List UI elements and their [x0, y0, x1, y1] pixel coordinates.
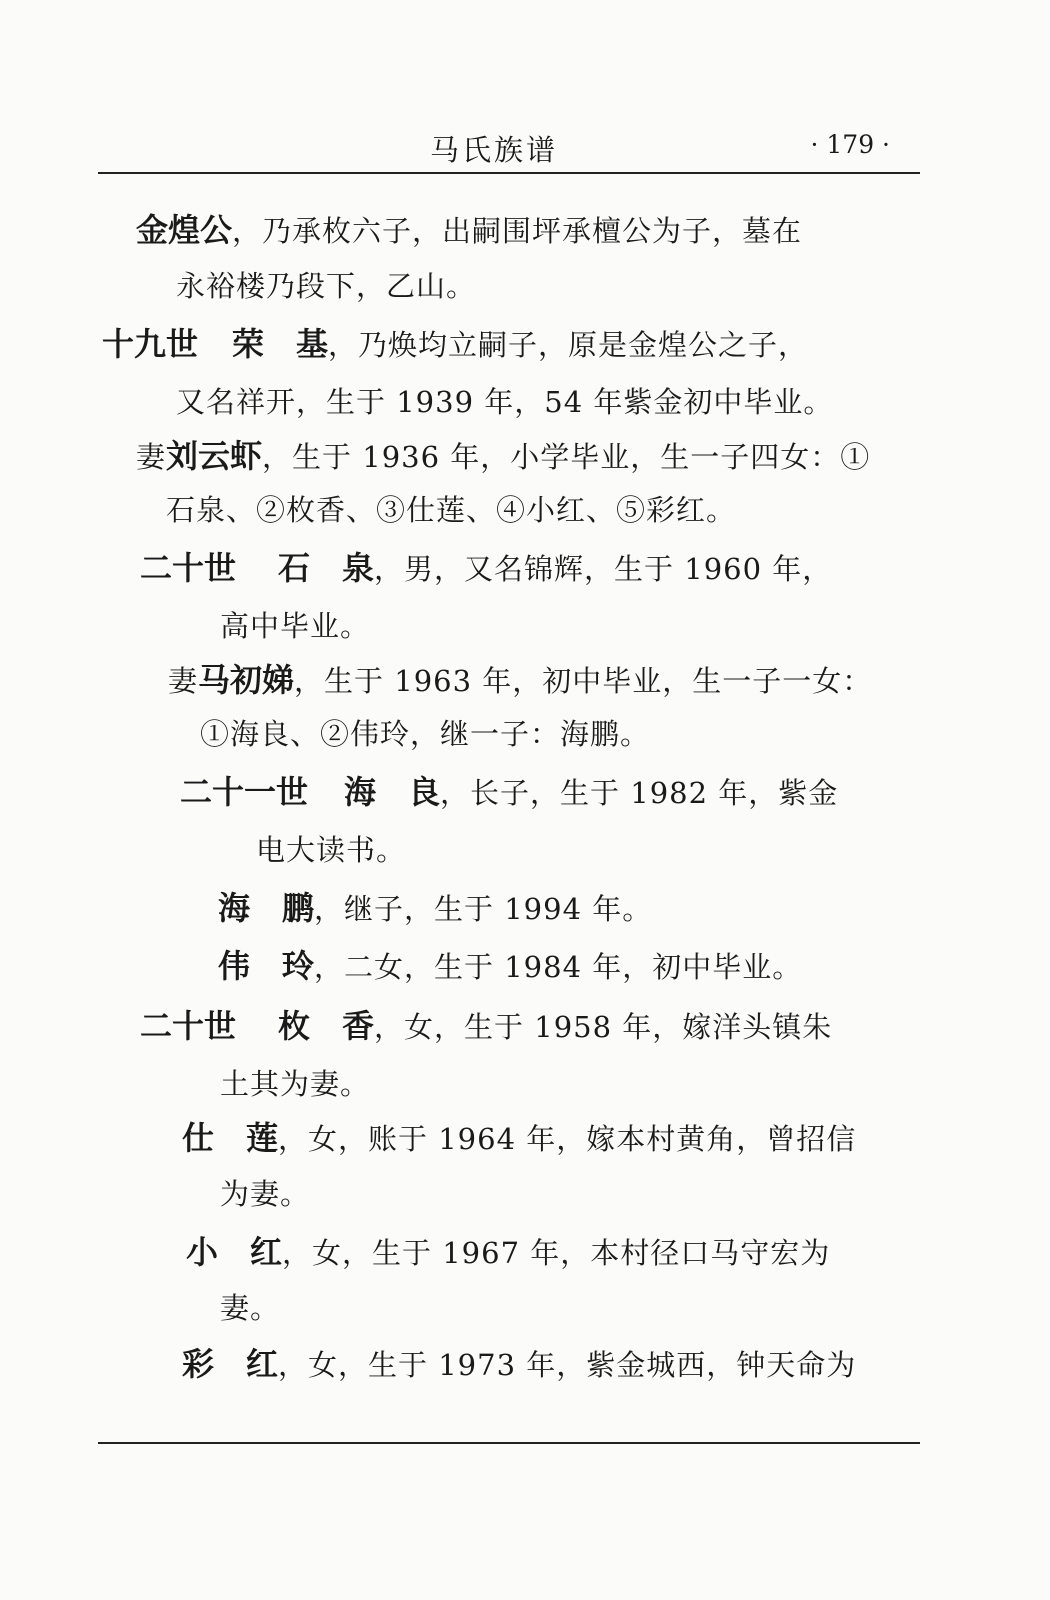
- generation-label: 二十世: [140, 549, 237, 587]
- footer-rule: [98, 1442, 920, 1444]
- entry-text: 土其为妻。: [220, 1067, 371, 1101]
- entry-text: ，女，账于 1964 年，嫁本村黄角，曾招信: [278, 1122, 857, 1156]
- entry-text: ，女，生于 1958 年，嫁洋头镇朱: [374, 1010, 833, 1044]
- entry-text: 为妻。: [220, 1177, 311, 1211]
- entry-text: ，长子，生于 1982 年，紫金: [440, 776, 839, 810]
- entry-line: [186, 1232, 830, 1273]
- entry-text: 永裕楼乃段下，乙山。: [176, 269, 477, 303]
- generation-label: 十九世: [102, 325, 199, 363]
- person-name: 海 良: [344, 773, 441, 811]
- person-name: 刘云虾: [166, 437, 263, 475]
- generation-label: 二十世: [140, 1007, 237, 1045]
- person-name: 小 红: [186, 1233, 283, 1271]
- header-rule: [98, 172, 920, 174]
- entry-line: [166, 490, 736, 530]
- person-name: 枚 香: [278, 1007, 375, 1045]
- entry-text: ，乃焕均立嗣子，原是金煌公之子，: [328, 328, 809, 362]
- person-name: 彩 红: [182, 1345, 279, 1383]
- entry-line: [218, 946, 802, 987]
- entry-text: 石泉、②枚香、③仕莲、④小红、⑤彩红。: [166, 493, 737, 527]
- entry-line: [140, 1006, 832, 1047]
- page-header: [100, 128, 920, 176]
- entry-text: ，生于 1936 年，小学毕业，生一子四女：①: [262, 440, 871, 474]
- page-number: · 179 ·: [810, 130, 890, 159]
- entry-line: [140, 548, 832, 589]
- entry-text: ，继子，生于 1994 年。: [314, 892, 653, 926]
- spouse-prefix: 妻: [168, 664, 199, 698]
- header-title: 马氏族谱: [430, 133, 559, 167]
- person-name: 荣 基: [232, 325, 329, 363]
- entry-line: [176, 266, 476, 306]
- entry-line: [182, 1344, 856, 1385]
- entry-line: [220, 1288, 280, 1328]
- entry-line: [256, 830, 406, 870]
- entry-text: 妻。: [220, 1291, 281, 1325]
- entry-text: ，二女，生于 1984 年，初中毕业。: [314, 950, 803, 984]
- person-name: 海 鹏: [218, 889, 315, 927]
- entry-text: 电大读书。: [256, 833, 407, 867]
- entry-line: [220, 1064, 370, 1104]
- entry-line: [220, 1174, 310, 1214]
- entry-line: [180, 772, 838, 813]
- entry-line: [102, 324, 808, 365]
- entry-text: ，男，又名锦辉，生于 1960 年，: [374, 552, 833, 586]
- entry-text: ①海良、②伟玲，继一子：海鹏。: [200, 717, 651, 751]
- entry-text: ，女，生于 1973 年，紫金城西，钟天命为: [278, 1348, 857, 1382]
- entry-line: [220, 606, 370, 646]
- entry-line: [218, 888, 652, 929]
- entry-line: [200, 714, 650, 754]
- entry-text: 高中毕业。: [220, 609, 371, 643]
- entry-text: 又名祥开，生于 1939 年，54 年紫金初中毕业。: [176, 385, 834, 419]
- person-name: 伟 玲: [218, 947, 315, 985]
- entry-line: [182, 1118, 856, 1159]
- entry-text: ，乃承枚六子，出嗣围坪承檀公为子，墓在: [232, 214, 803, 248]
- person-name: 石 泉: [278, 549, 375, 587]
- spouse-prefix: 妻: [136, 440, 167, 474]
- entry-line: [136, 436, 870, 477]
- person-name: 金煌公: [136, 211, 233, 249]
- entry-text: ，生于 1963 年，初中毕业，生一子一女：: [294, 664, 873, 698]
- generation-label: 二十一世: [180, 773, 309, 811]
- entry-line: [176, 382, 833, 422]
- person-name: 仕 莲: [182, 1119, 279, 1157]
- entry-text: ，女，生于 1967 年，本村径口马守宏为: [282, 1236, 831, 1270]
- entry-line: [168, 660, 872, 701]
- person-name: 马初娣: [198, 661, 295, 699]
- entry-line: [136, 210, 802, 251]
